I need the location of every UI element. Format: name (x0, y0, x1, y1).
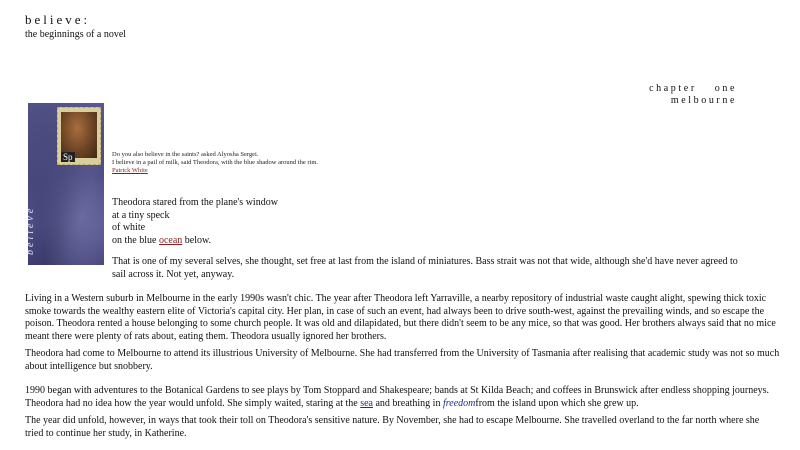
site-subtitle: the beginnings of a novel (25, 29, 127, 40)
paragraph-2: Theodora had come to Melbourne to attend its illustrious University of Melbourne. She had transferred from the University of Tasmania after realising that academic study was not so much about intelligence but snobbery. (25, 348, 780, 372)
chapter-number: one (714, 83, 737, 94)
opening-poem (112, 197, 278, 247)
epigraph (112, 151, 318, 175)
sea-link[interactable]: sea (360, 397, 373, 409)
intro-paragraph: That is one of my several selves, she thought, set free at last from the island of miniatures. Bass strait was not that wide, although she'd have never agreed to sail across it. Not yet, anyway. (112, 256, 738, 280)
chapter-word: chapter (649, 83, 697, 94)
ocean-link[interactable]: ocean (158, 234, 183, 246)
book-cover-art (25, 103, 104, 265)
epigraph-line-2: I believe in a pail of milk, said Theodora, with the blue shadow around the rim. (112, 159, 319, 166)
chapter-place: melbourne (670, 95, 737, 106)
poem-line-1: Theodora stared from the plane's window (112, 197, 278, 208)
stamp-label: Sp (63, 152, 73, 162)
freedom-link[interactable]: freedom (442, 397, 476, 409)
epigraph-line-1: Do you also believe in the saints? asked Alyosha Sergei. (112, 151, 259, 158)
paragraph-4: The year did unfold, however, in ways that took their toll on Theodora's sensitive nature. By November, she had to escape Melbourne. She travelled overland to the far north where she tried to continue her study, in Katherine. (25, 415, 760, 439)
epigraph-attribution-link[interactable]: Patrick White (112, 167, 148, 174)
poem-line-4: on the blue ocean below. (112, 234, 212, 246)
paragraph-1: Living in a Western suburb in Melbourne in the early 1990s wasn't chic. The year after Theodora left Yarraville, a nearby repository of industrial waste caught alight, spewing thick toxic smoke towards the wealthy eastern elite of Victoria's capital city. Her plan, in case of such an event, had always been to drive south-west, against the prevailing winds, and so escape the poison. Theodora rented a house belonging to some church people. It was old and dilapidated, but there didn't seem to be any mice, so that was good. Her brothers always said that no mice meant there were plenty of rats about, eating them. Theodora usually ignored her brothers. (25, 293, 776, 342)
site-title: believe: (25, 12, 91, 27)
paragraph-3: 1990 began with adventures to the Botanical Gardens to see plays by Tom Stoppard and Shakespeare; bands at St Kilda Beach; and coffees in Brunswick after endless shopping journeys. Theodora had no idea how the year would unfold. She simply waited, staring at the sea and breathing in freedomfrom the island upon which she grew up. (25, 385, 770, 409)
poem-line-3: of white (112, 222, 146, 233)
chapter-heading (649, 83, 737, 107)
stamp-image (57, 107, 101, 165)
art-vertical-word: believe (25, 205, 36, 255)
poem-line-2: at a tiny speck (112, 209, 170, 221)
